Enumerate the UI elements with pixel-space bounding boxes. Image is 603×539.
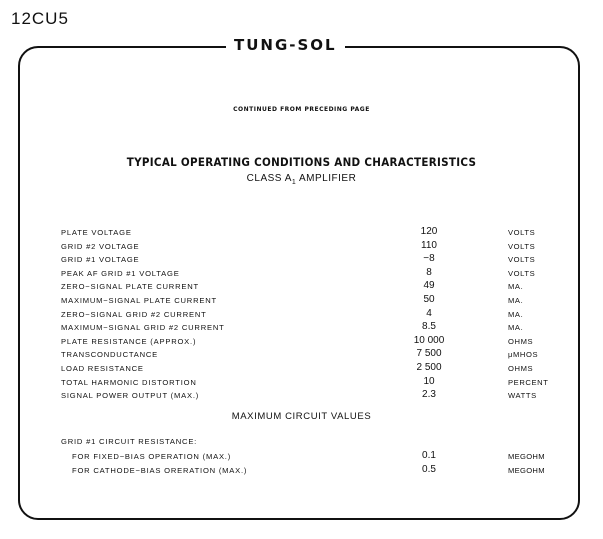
row-unit: OHMS bbox=[508, 336, 534, 346]
row-value: 4 bbox=[426, 307, 432, 319]
table-row bbox=[0, 296, 603, 310]
row-unit: μMHOS bbox=[508, 350, 539, 360]
table-row bbox=[0, 466, 603, 480]
row-label: SIGNAL POWER OUTPUT (MAX.) bbox=[61, 391, 200, 401]
table-row bbox=[0, 228, 603, 242]
row-value: 8 bbox=[426, 266, 432, 278]
subtitle-main: CLASS A bbox=[246, 173, 292, 184]
row-label: ZERO−SIGNAL GRID #2 CURRENT bbox=[61, 309, 207, 319]
table-row bbox=[0, 266, 603, 283]
row-unit: MA. bbox=[508, 323, 524, 333]
table-row bbox=[0, 391, 603, 405]
table-row bbox=[0, 437, 603, 451]
row-unit: OHMS bbox=[508, 364, 534, 373]
row-value: 2 500 bbox=[416, 362, 442, 373]
row-value: 10 000 bbox=[413, 334, 445, 346]
max-values-heading: MAXIMUM CIRCUIT VALUES bbox=[231, 411, 372, 422]
row-label: LOAD RESISTANCE bbox=[61, 364, 144, 373]
table-row bbox=[0, 282, 603, 296]
row-unit: MA. bbox=[508, 296, 524, 305]
row-unit: MA. bbox=[508, 309, 524, 319]
row-value: 110 bbox=[421, 239, 437, 251]
row-value: 0.1 bbox=[422, 449, 436, 461]
row-label: FOR CATHODE−BIAS ORERATION (MAX.) bbox=[72, 466, 248, 475]
row-value: 10 bbox=[423, 375, 435, 387]
row-value: 0.5 bbox=[422, 464, 436, 475]
table-row bbox=[0, 334, 603, 351]
row-label: PEAK AF GRID #1 VOLTAGE bbox=[61, 268, 180, 278]
table-row bbox=[0, 449, 603, 466]
subtitle-tail: AMPLIFIER bbox=[299, 173, 357, 184]
row-label: MAXIMUM−SIGNAL GRID #2 CURRENT bbox=[61, 323, 225, 333]
row-unit: VOLTS bbox=[508, 255, 536, 265]
table-row bbox=[0, 307, 603, 324]
row-unit: VOLTS bbox=[508, 228, 536, 237]
row-unit: VOLTS bbox=[508, 268, 536, 278]
row-unit: PERCENT bbox=[508, 377, 549, 387]
table-row bbox=[0, 255, 603, 269]
row-unit: MA. bbox=[508, 282, 524, 292]
table-row bbox=[0, 364, 603, 378]
row-unit: MEGOHM bbox=[508, 466, 545, 475]
row-label: TRANSCONDUCTANCE bbox=[61, 350, 159, 360]
row-label: PLATE RESISTANCE (APPROX.) bbox=[61, 336, 197, 346]
row-label: TOTAL HARMONIC DISTORTION bbox=[61, 377, 197, 387]
row-value: −8 bbox=[423, 253, 435, 265]
row-value: 2.3 bbox=[422, 389, 436, 401]
row-value: 7 500 bbox=[416, 348, 442, 360]
row-label: ZERO−SIGNAL PLATE CURRENT bbox=[61, 282, 199, 292]
continued-note: CONTINUED FROM PRECEDING PAGE bbox=[233, 106, 370, 113]
table-row bbox=[0, 239, 603, 256]
row-label: PLATE VOLTAGE bbox=[61, 228, 132, 237]
row-unit: VOLTS bbox=[508, 241, 536, 251]
row-unit: WATTS bbox=[508, 391, 537, 401]
row-value: 49 bbox=[423, 280, 435, 292]
table-row bbox=[0, 323, 603, 337]
row-value: 50 bbox=[423, 294, 435, 305]
section-subtitle bbox=[0, 173, 603, 184]
row-label: FOR FIXED−BIAS OPERATION (MAX.) bbox=[72, 451, 232, 461]
subtitle-subscript: 1 bbox=[291, 179, 297, 186]
section-title: TYPICAL OPERATING CONDITIONS AND CHARACTERISTICS bbox=[126, 155, 477, 169]
row-unit: MEGOHM bbox=[508, 451, 545, 461]
row-label: GRID #1 VOLTAGE bbox=[61, 255, 140, 265]
row-value: 120 bbox=[420, 226, 438, 237]
group-label: GRID #1 CIRCUIT RESISTANCE: bbox=[61, 437, 198, 446]
row-label: MAXIMUM−SIGNAL PLATE CURRENT bbox=[61, 296, 217, 305]
row-label: GRID #2 VOLTAGE bbox=[61, 241, 140, 251]
table-row bbox=[0, 375, 603, 392]
brand-logo: TUNG-SOL bbox=[226, 33, 345, 57]
tube-type-heading: 12CU5 bbox=[11, 9, 69, 28]
row-value: 8.5 bbox=[422, 321, 436, 333]
table-row bbox=[0, 350, 603, 364]
